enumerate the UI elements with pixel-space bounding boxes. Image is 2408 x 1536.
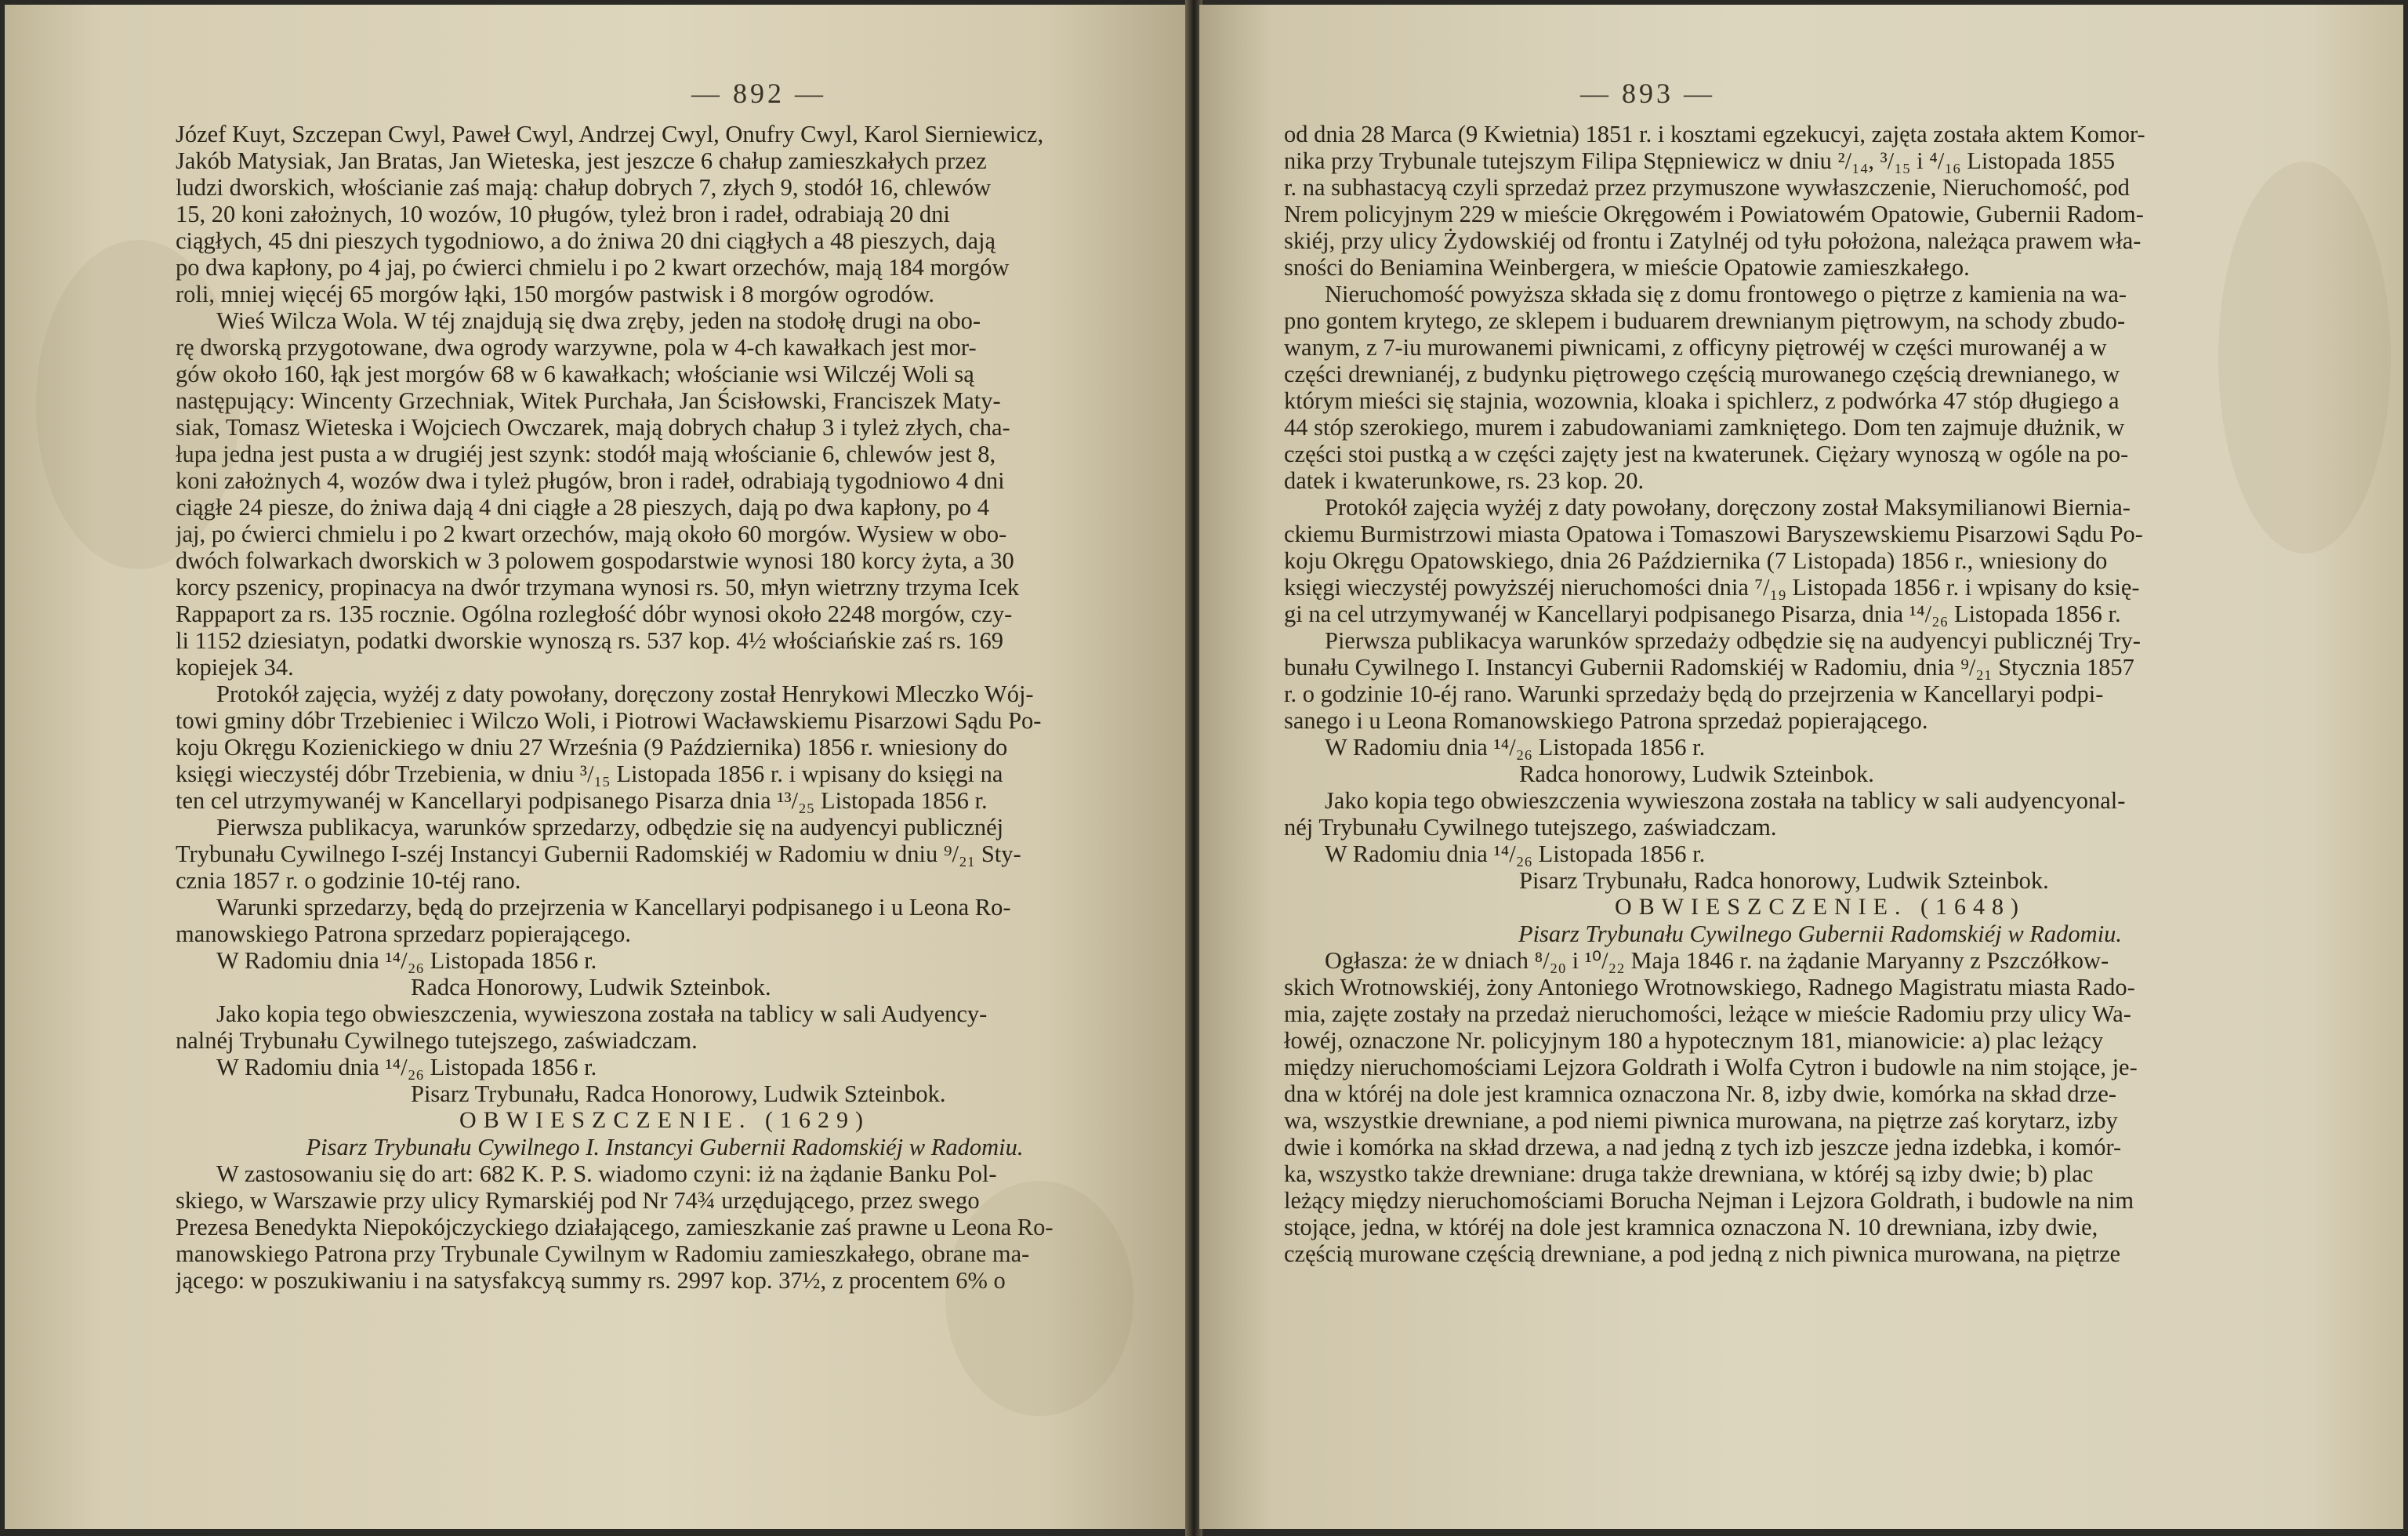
paper-stain	[2218, 162, 2391, 554]
text-line: Pisarz Trybunału Cywilnego Gubernii Radomskiéj w Radomiu.	[1518, 921, 2123, 947]
text-line: W zastosowaniu się do art: 682 K. P. S. wiadomo czyni: iż na żądanie Banku Pol-	[216, 1160, 997, 1187]
text-line: r. na subhastacyą czyli sprzedaż przez przymuszone wywłaszczenie, Nieruchomość, pod	[1284, 174, 2130, 201]
text-line: Józef Kuyt, Szczepan Cwyl, Paweł Cwyl, Andrzej Cwyl, Onufry Cwyl, Karol Sierniewicz,	[176, 121, 1044, 147]
text-line: W Radomiu dnia ¹⁴/₂₆ Listopada 1856 r.	[1325, 734, 1706, 761]
paper-stain	[36, 240, 240, 569]
text-line: W Radomiu dnia ¹⁴/₂₆ Listopada 1856 r.	[216, 947, 597, 974]
text-line: wanym, z 7-iu murowanemi piwnicami, z officyny piętrowéj w części murowanéj a w	[1284, 334, 2107, 361]
text-line: Jako kopia tego obwieszczenia, wywieszona została na tablicy w sali Audyency-	[216, 1000, 988, 1027]
text-line: OBWIESZCZENIE. (1648)	[1615, 894, 2025, 920]
text-line: łowéj, oznaczone Nr. policyjnym 180 a hypotecznym 181, mianowicie: a) plac leżący	[1284, 1027, 2104, 1054]
text-line: Jakób Matysiak, Jan Bratas, Jan Wieteska, jest jeszcze 6 chałup zamieszkałych przez	[176, 147, 987, 174]
text-line: Nieruchomość powyższa składa się z domu frontowego o piętrze z kamienia na wa-	[1325, 281, 2127, 307]
text-line: części stoi pustką a w części zajęty jest na kwaterunek. Ciężary wynoszą w ogóle na po-	[1284, 441, 2129, 467]
text-line: Wieś Wilcza Wola. W téj znajdują się dwa zręby, jeden na stodołę drugi na obo-	[216, 307, 981, 334]
text-line: Protokół zajęcia wyżéj z daty powołany, doręczony został Maksymilianowi Biernia-	[1325, 494, 2131, 521]
text-line: Pierwsza publikacya, warunków sprzedarzy, odbędzie się na audyencyi publicznéj	[216, 814, 1004, 841]
text-line: skich Wrotnowskiéj, żony Antoniego Wrotnowskiego, Radnego Magistratu miasta Rado-	[1284, 974, 2135, 1000]
paper-stain	[945, 1181, 1133, 1416]
text-line: Rappaport za rs. 135 rocznie. Ogólna rozległość dóbr wynosi około 2248 morgów, czy-	[176, 601, 1013, 627]
text-line: sanego i u Leona Romanowskiego Patrona sprzedaż popierającego.	[1284, 707, 1928, 734]
text-line: Trybunału Cywilnego I-széj Instancyi Gubernii Radomskiéj w Radomiu w dniu ⁹/₂₁ Sty-	[176, 841, 1021, 867]
text-line: od dnia 28 Marca (9 Kwietnia) 1851 r. i kosztami egzekucyi, zajęta została aktem Komor-	[1284, 121, 2145, 147]
text-line: W Radomiu dnia ¹⁴/₂₆ Listopada 1856 r.	[1325, 841, 1706, 867]
text-line: manowskiego Patrona sprzedarz popierającego.	[176, 921, 631, 947]
text-line: jaj, po ćwierci chmielu i po 2 kwart orzechów, mają około 60 morgów. Wysiew w obo-	[176, 521, 1007, 547]
left-page	[5, 5, 1188, 1529]
text-line: ten cel utrzymywanéj w Kancellaryi podpisanego Pisarza dnia ¹³/₂₅ Listopada 1856 r.	[176, 787, 988, 814]
text-line: dwie i komórka na skład drzewa, a nad jedną z tych izb jeszcze jedna izdebka, i komór-	[1284, 1134, 2122, 1160]
text-line: koju Okręgu Kozienickiego w dniu 27 Września (9 Października) 1856 r. wniesiony do	[176, 734, 1008, 761]
text-line: którym mieści się stajnia, wozownia, kloaka i spichlerz, z podwórka 47 stóp długiego a	[1284, 387, 2120, 414]
text-line: koni założnych 4, wozów dwa i tyleż pługów, bron i radeł, odrabiają tygodniowo 4 dni	[176, 467, 1005, 494]
text-line: jącego: w poszukiwaniu i na satysfakcyą summy rs. 2997 kop. 37½, z procentem 6% o	[176, 1267, 1006, 1294]
text-line: po dwa kapłony, po 4 jaj, po ćwierci chmielu i po 2 kwart orzechów, mają 184 morgów	[176, 254, 1010, 281]
text-line: Warunki sprzedarzy, będą do przejrzenia w Kancellaryi podpisanego i u Leona Ro-	[216, 894, 1011, 921]
text-line: ludzi dworskich, włościanie zaś mają: chałup dobrych 7, złych 9, stodół 16, chlewów	[176, 174, 992, 201]
text-line: ka, wszystko także drewniane: druga także drewniana, w któréj są izby dwie; b) plac	[1284, 1160, 2094, 1187]
text-line: wa, wszystkie drewniane, a pod niemi piwnica murowana, na piętrze zaś korytarz, izby	[1284, 1107, 2118, 1134]
text-line: Pisarz Trybunału, Radca Honorowy, Ludwik Szteinbok.	[411, 1080, 946, 1107]
text-line: księgi wieczystéj powyższéj nieruchomości dnia ⁷/₁₉ Listopada 1856 r. i wpisany do księ-	[1284, 574, 2140, 601]
text-line: koju Okręgu Opatowskiego, dnia 26 Października (7 Listopada) 1856 r., wniesiony do	[1284, 547, 2108, 574]
text-line: li 1152 dziesiatyn, podatki dworskie wynoszą rs. 537 kop. 4½ włościańskie zaś rs. 169	[176, 627, 1004, 654]
text-line: Radca Honorowy, Ludwik Szteinbok.	[411, 974, 771, 1000]
text-line: skiego, w Warszawie przy ulicy Rymarskiéj pod Nr 74¾ urzędującego, przez swego	[176, 1187, 980, 1214]
text-line: bunału Cywilnego I. Instancyi Gubernii Radomskiéj w Radomiu, dnia ⁹/₂₁ Stycznia 1857	[1284, 654, 2134, 681]
text-line: Pisarz Trybunału Cywilnego I. Instancyi Gubernii Radomskiéj w Radomiu.	[306, 1134, 1024, 1160]
text-line: towi gminy dóbr Trzebieniec i Wilczo Woli, i Piotrowi Wacławskiemu Pisarzowi Sądu Po-	[176, 707, 1042, 734]
page-number: — 892 —	[691, 78, 826, 109]
text-line: pno gontem krytego, ze sklepem i buduarem drewnianym piętrowym, na schody zbudo-	[1284, 307, 2126, 334]
text-line: W Radomiu dnia ¹⁴/₂₆ Listopada 1856 r.	[216, 1054, 597, 1080]
text-line: części drewnianéj, z budynku piętrowego częścią murowanego częścią drewnianego, w	[1284, 361, 2120, 387]
text-line: Jako kopia tego obwieszczenia wywieszona została na tablicy w sali audyencyonal-	[1325, 787, 2126, 814]
text-line: następujący: Wincenty Grzechniak, Witek Purchała, Jan Ścisłowski, Franciszek Maty-	[176, 387, 1001, 414]
text-line: Ogłasza: że w dniach ⁸/₂₀ i ¹⁰/₂₂ Maja 1846 r. na żądanie Maryanny z Pszczółkow-	[1325, 947, 2109, 974]
text-line: nalnéj Trybunału Cywilnego tutejszego, zaświadczam.	[176, 1027, 698, 1054]
text-line: sności do Beniamina Weinbergera, w mieście Opatowie zamieszkałego.	[1284, 254, 1970, 281]
page-number: — 893 —	[1580, 78, 1715, 109]
text-line: ciągłe 24 piesze, do żniwa dają 4 dni ciągłe a 28 pieszych, dają po dwa kapłony, po 4	[176, 494, 990, 521]
text-line: rę dworską przygotowane, dwa ogrody warzywne, pola w 4-ch kawałkach jest mor-	[176, 334, 977, 361]
text-line: gów około 160, łąk jest morgów 68 w 6 kawałkach; włościanie wsi Wilczéj Woli są	[176, 361, 974, 387]
text-line: ckiemu Burmistrzowi miasta Opatowa i Tomaszowi Baryszewskiemu Pisarzowi Sądu Po-	[1284, 521, 2143, 547]
text-line: r. o godzinie 10-éj rano. Warunki sprzedaży będą do przejrzenia w Kancellaryi podpi-	[1284, 681, 2104, 707]
text-line: Radca honorowy, Ludwik Szteinbok.	[1519, 761, 1874, 787]
text-line: łupa jedna jest pusta a w drugiéj jest szynk: stodół mają włościanie 6, chlewów jest 8,	[176, 441, 996, 467]
text-line: cznia 1857 r. o godzinie 10-téj rano.	[176, 867, 521, 894]
text-line: Prezesa Benedykta Niepokójczyckiego działającego, zamieszkanie zaś prawne u Leona Ro-	[176, 1214, 1054, 1240]
right-page	[1199, 5, 2403, 1529]
right-text-column	[1284, 121, 2356, 1267]
text-line: korcy pszenicy, propinacya na dwór trzymana wynosi rs. 50, młyn wietrzny trzyma Icek	[176, 574, 1020, 601]
text-line: roli, mniej więcéj 65 morgów łąki, 150 morgów pastwisk i 8 morgów ogrodów.	[176, 281, 935, 307]
text-line: gi na cel utrzymywanéj w Kancellaryi podpisanego Pisarza, dnia ¹⁴/₂₆ Listopada 1856 r.	[1284, 601, 2121, 627]
text-line: między nieruchomościami Lejzora Goldrath i Wolfa Cytron i budowle na nim stojące, je-	[1284, 1054, 2138, 1080]
text-line: 44 stóp szerokiego, murem i zabudowaniami zamkniętego. Dom ten zajmuje dłużnik, w	[1284, 414, 2125, 441]
text-line: Protokół zajęcia, wyżéj z daty powołany, doręczony został Henrykowi Mleczko Wój-	[216, 681, 1034, 707]
text-line: ciągłych, 45 dni pieszych tygodniowo, a do żniwa 20 dni ciągłych a 48 pieszych, dają	[176, 227, 996, 254]
text-line: siak, Tomasz Wieteska i Wojciech Owczarek, mają dobrych chałup 3 i tyleż złych, cha-	[176, 414, 1010, 441]
left-text-column	[176, 121, 1154, 1294]
text-line: leżący między nieruchomościami Borucha Nejman i Lejzora Goldrath, i budowle na nim	[1284, 1187, 2134, 1214]
text-line: Nrem policyjnym 229 w mieście Okręgowém i Powiatowém Opatowie, Gubernii Radom-	[1284, 201, 2144, 227]
text-line: manowskiego Patrona przy Trybunale Cywilnym w Radomiu zamieszkałego, obrane ma-	[176, 1240, 1030, 1267]
text-line: kopiejek 34.	[176, 654, 294, 681]
text-line: OBWIESZCZENIE. (1629)	[459, 1107, 870, 1133]
text-line: dwóch folwarkach dworskich w 3 polowem gospodarstwie wynosi 180 korcy żyta, a 30	[176, 547, 1014, 574]
text-line: księgi wieczystéj dóbr Trzebienia, w dniu ³/₁₅ Listopada 1856 r. i wpisany do księgi na	[176, 761, 1003, 787]
text-line: néj Trybunału Cywilnego tutejszego, zaświadczam.	[1284, 814, 1777, 841]
text-line: Pierwsza publikacya warunków sprzedaży odbędzie się na audyencyi publicznéj Try-	[1325, 627, 2141, 654]
text-line: dna w któréj na dole jest kramnica oznaczona Nr. 8, izby dwie, komórka na skład drze-	[1284, 1080, 2117, 1107]
text-line: nika przy Trybunale tutejszym Filipa Stępniewicz w dniu ²/₁₄, ³/₁₅ i ⁴/₁₆ Listopada 1855	[1284, 147, 2116, 174]
text-line: 15, 20 koni założnych, 10 wozów, 10 pługów, tyleż bron i radeł, odrabiają 20 dni	[176, 201, 950, 227]
text-line: datek i kwaterunkowe, rs. 23 kop. 20.	[1284, 467, 1645, 494]
text-line: częścią murowane częścią drewniane, a pod jedną z nich piwnica murowana, na piętrze	[1284, 1240, 2120, 1267]
text-line: mia, zajęte zostały na przedaż nieruchomości, leżące w mieście Radomiu przy ulicy Wa-	[1284, 1000, 2131, 1027]
text-line: skiéj, przy ulicy Żydowskiéj od frontu i Zatylnéj od tyłu położona, należąca prawem wła-	[1284, 227, 2141, 254]
text-line: stojące, jedna, w któréj na dole jest kramnica oznaczona N. 10 drewniana, izby dwie,	[1284, 1214, 2098, 1240]
text-line: Pisarz Trybunału, Radca honorowy, Ludwik Szteinbok.	[1519, 867, 2049, 894]
